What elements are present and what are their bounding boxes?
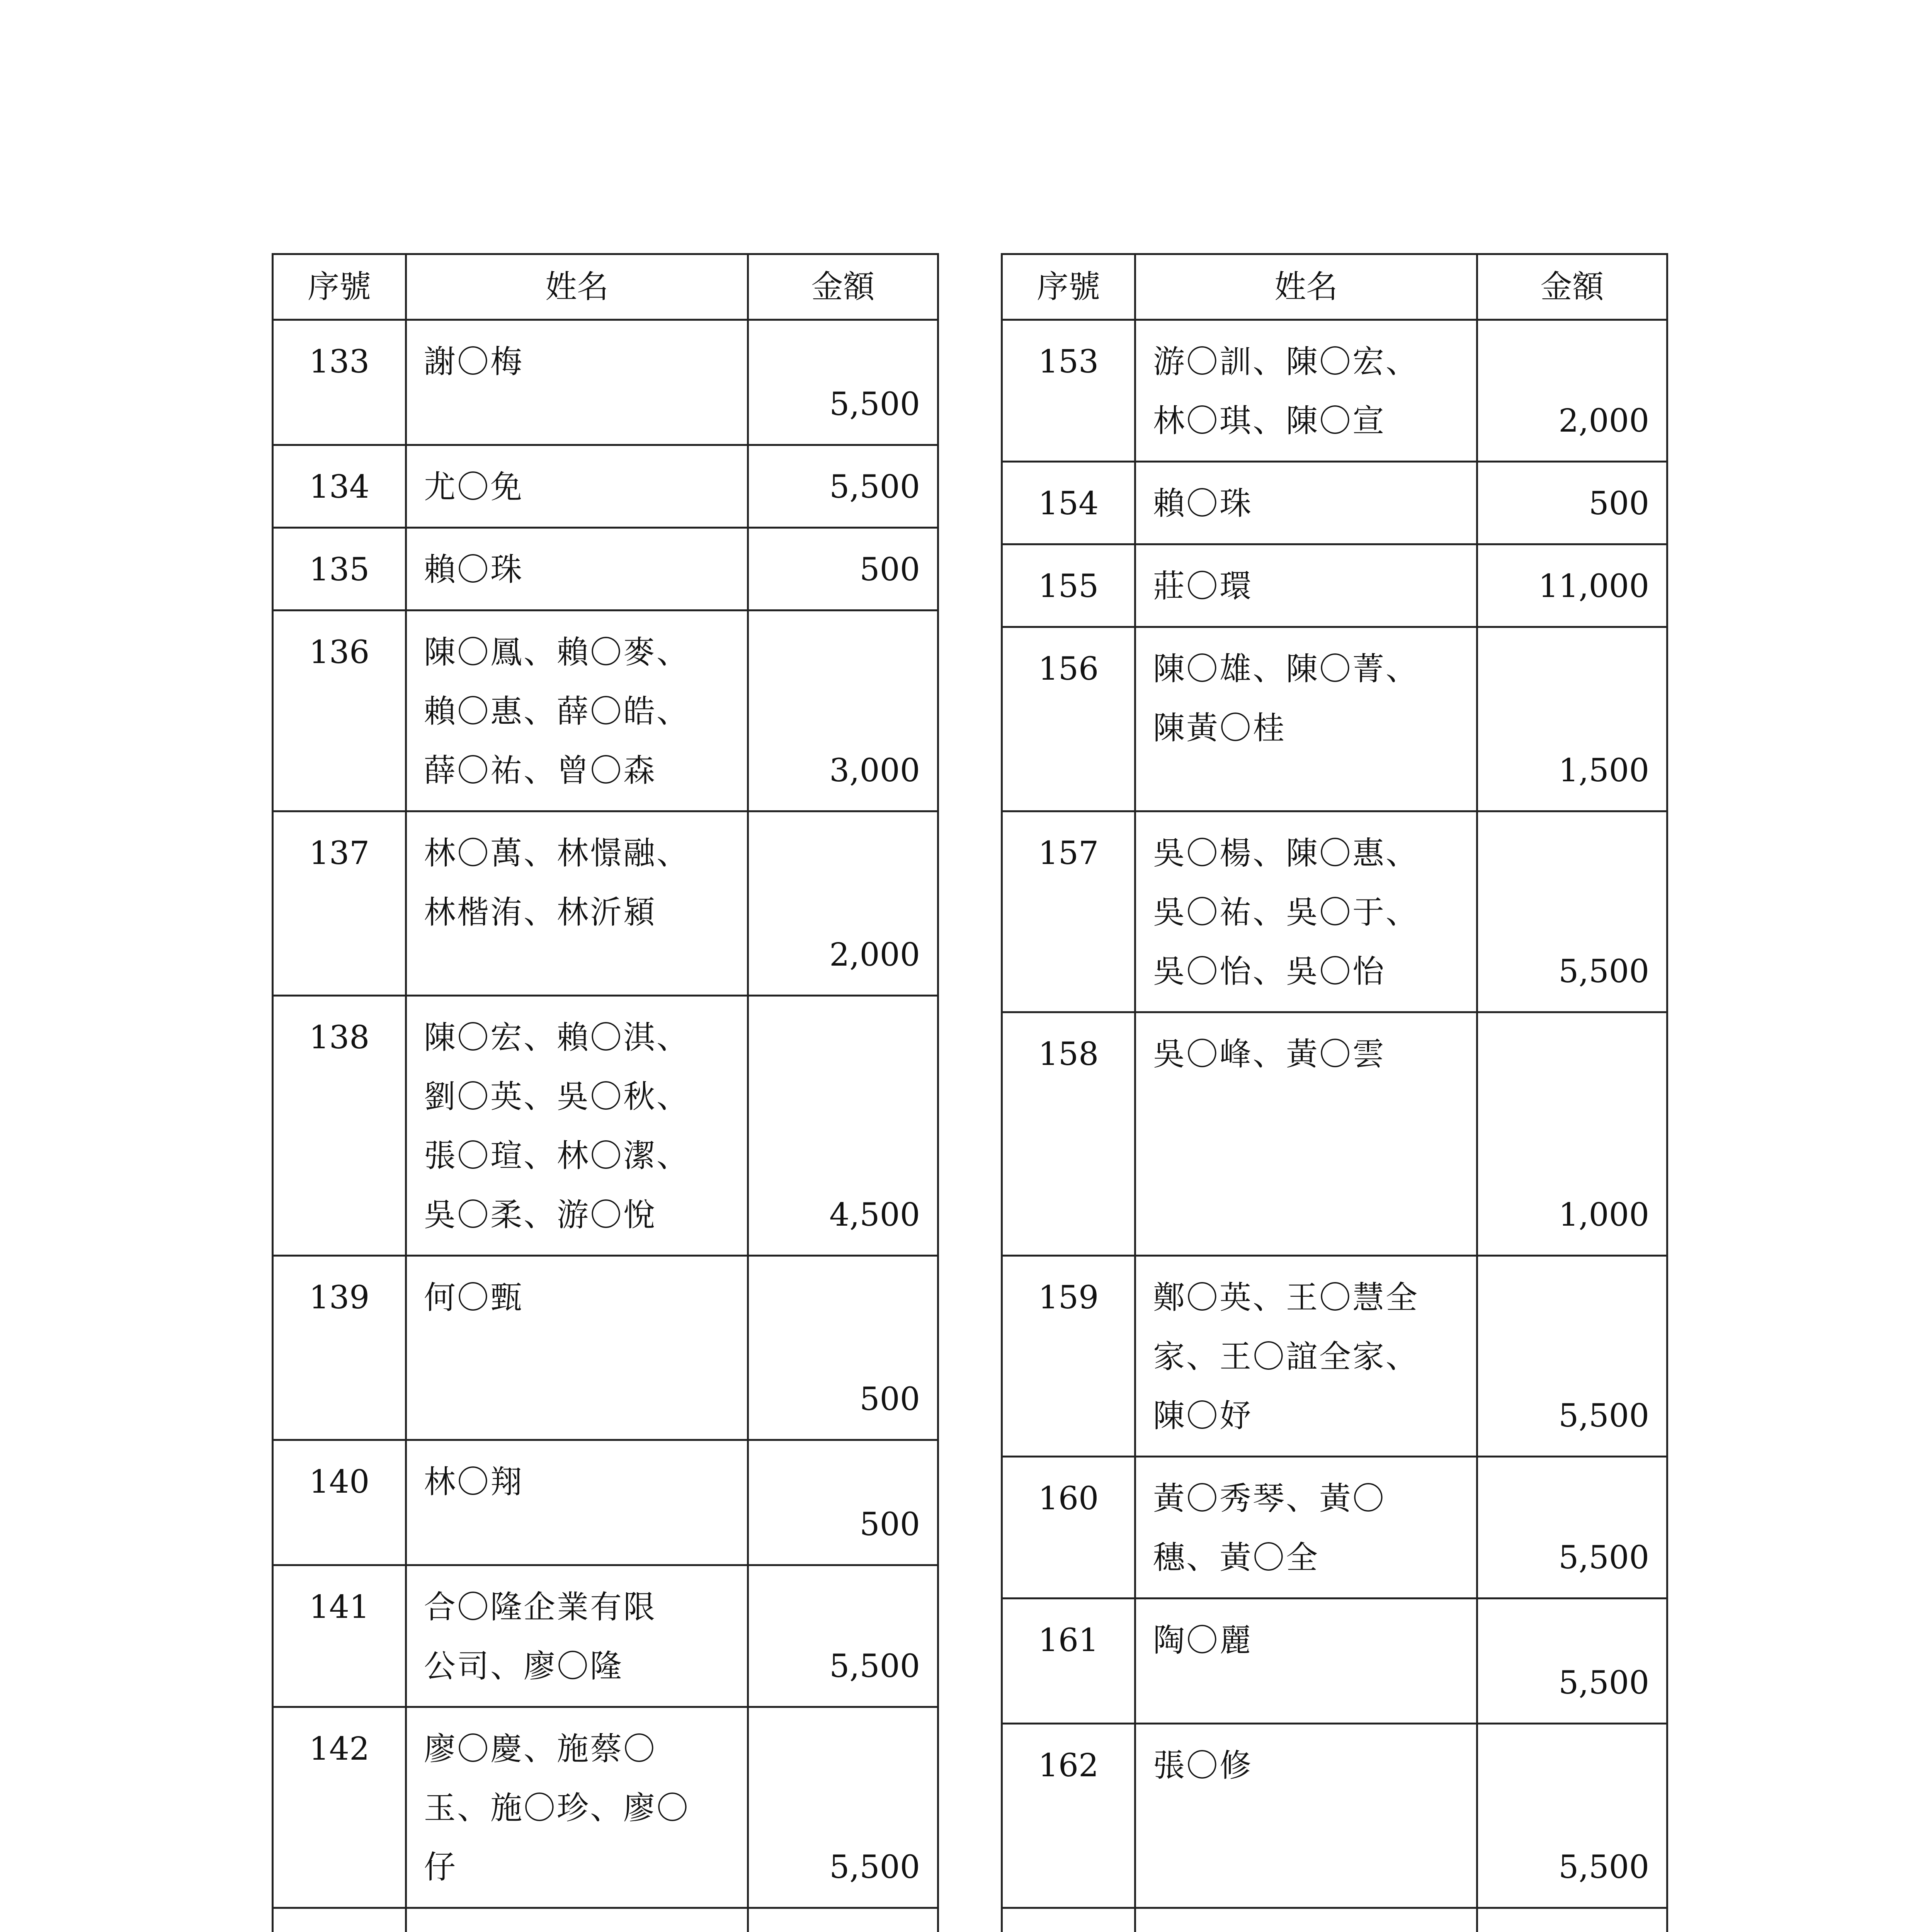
donor-name: 陶〇麗 [1135, 1599, 1477, 1724]
donor-amount: 2,000 [748, 811, 938, 996]
donor-name: 林〇萬、林憬融、 林楷洧、林沂潁 [406, 811, 748, 996]
donor-seq: 139 [273, 1256, 406, 1440]
donor-table-right [1001, 253, 1668, 1932]
donor-name: 陳〇宏、賴〇淇、 劉〇英、吳〇秋、 張〇瑄、林〇潔、 吳〇柔、游〇悅 [406, 996, 748, 1256]
donor-amount: 5,500 [748, 1565, 938, 1707]
donor-seq: 134 [273, 445, 406, 528]
table-row [273, 528, 938, 611]
donor-amount: 500 [748, 1440, 938, 1565]
header-amount: 金額 [1477, 254, 1667, 320]
table-row [1002, 1599, 1667, 1724]
donor-seq: 133 [273, 320, 406, 445]
donor-rows-left [273, 320, 938, 1932]
donor-name: 林〇翔 [406, 1440, 748, 1565]
donor-seq: 141 [273, 1565, 406, 1707]
table-row [273, 611, 938, 811]
table-row [1002, 320, 1667, 462]
donor-name [406, 1908, 748, 1932]
donor-name: 謝〇梅 [406, 320, 748, 445]
donor-amount [1477, 1908, 1667, 1932]
donor-amount: 11,000 [1477, 544, 1667, 627]
donor-seq: 161 [1002, 1599, 1135, 1724]
donor-amount: 5,500 [1477, 1256, 1667, 1457]
donor-amount: 2,000 [1477, 320, 1667, 462]
donor-amount: 500 [748, 1256, 938, 1440]
donor-seq: 154 [1002, 462, 1135, 544]
donor-seq: 157 [1002, 811, 1135, 1012]
donor-seq: 158 [1002, 1012, 1135, 1256]
table-row [1002, 811, 1667, 1012]
donor-seq: 136 [273, 611, 406, 811]
table-row [273, 1256, 938, 1440]
donor-amount: 3,000 [748, 611, 938, 811]
donor-name [1135, 1908, 1477, 1932]
table-row [273, 320, 938, 445]
donor-seq: 153 [1002, 320, 1135, 462]
donor-name: 游〇訓、陳〇宏、 林〇琪、陳〇宣 [1135, 320, 1477, 462]
header-seq: 序號 [1002, 254, 1135, 320]
donor-name: 何〇甄 [406, 1256, 748, 1440]
donor-amount: 500 [748, 528, 938, 611]
donor-name: 尤〇免 [406, 445, 748, 528]
donor-amount: 500 [1477, 462, 1667, 544]
donor-seq: 162 [1002, 1724, 1135, 1908]
donor-seq: 135 [273, 528, 406, 611]
donor-name: 合〇隆企業有限 公司、廖〇隆 [406, 1565, 748, 1707]
donor-amount: 1,500 [1477, 627, 1667, 811]
header-amount: 金額 [748, 254, 938, 320]
donor-amount: 5,500 [1477, 1724, 1667, 1908]
donor-amount [748, 1908, 938, 1932]
donor-name: 吳〇楊、陳〇惠、 吳〇祐、吳〇于、 吳〇怡、吳〇怡 [1135, 811, 1477, 1012]
donor-rows-right [1002, 320, 1667, 1932]
table-row [273, 1440, 938, 1565]
donor-seq [273, 1908, 406, 1932]
donor-amount: 1,000 [1477, 1012, 1667, 1256]
table-row [1002, 544, 1667, 627]
donor-name: 鄭〇英、王〇慧全 家、王〇誼全家、 陳〇妤 [1135, 1256, 1477, 1457]
donor-amount: 5,500 [1477, 1457, 1667, 1599]
header-seq: 序號 [273, 254, 406, 320]
table-row [273, 1707, 938, 1908]
donor-amount: 5,500 [748, 445, 938, 528]
donor-table-left [272, 253, 939, 1932]
table-row [1002, 1908, 1667, 1932]
donor-seq: 155 [1002, 544, 1135, 627]
header-name: 姓名 [1135, 254, 1477, 320]
donor-name: 賴〇珠 [406, 528, 748, 611]
header-row [1002, 254, 1667, 320]
donor-amount: 5,500 [1477, 811, 1667, 1012]
table-row [1002, 1457, 1667, 1599]
table-row [273, 1565, 938, 1707]
table-row [1002, 1724, 1667, 1908]
table-row [1002, 627, 1667, 811]
donor-name: 陳〇雄、陳〇菁、 陳黃〇桂 [1135, 627, 1477, 811]
donor-name: 賴〇珠 [1135, 462, 1477, 544]
table-row [273, 445, 938, 528]
table-row [1002, 462, 1667, 544]
table-row [273, 996, 938, 1256]
donor-name: 廖〇慶、施蔡〇 玉、施〇珍、廖〇 仔 [406, 1707, 748, 1908]
donor-seq: 156 [1002, 627, 1135, 811]
donor-name: 莊〇環 [1135, 544, 1477, 627]
donor-name: 陳〇鳳、賴〇麥、 賴〇惠、薛〇皓、 薛〇祐、曾〇森 [406, 611, 748, 811]
donor-amount: 5,500 [748, 320, 938, 445]
donor-name: 吳〇峰、黃〇雲 [1135, 1012, 1477, 1256]
donor-seq: 140 [273, 1440, 406, 1565]
donor-seq: 159 [1002, 1256, 1135, 1457]
header-row [273, 254, 938, 320]
donor-name: 黃〇秀琴、黃〇 穗、黃〇全 [1135, 1457, 1477, 1599]
table-row [273, 1908, 938, 1932]
donor-seq [1002, 1908, 1135, 1932]
donor-seq: 160 [1002, 1457, 1135, 1599]
header-name: 姓名 [406, 254, 748, 320]
donor-amount: 5,500 [748, 1707, 938, 1908]
table-row [1002, 1256, 1667, 1457]
donor-seq: 138 [273, 996, 406, 1256]
table-row [273, 811, 938, 996]
donor-seq: 137 [273, 811, 406, 996]
donor-amount: 4,500 [748, 996, 938, 1256]
donor-amount: 5,500 [1477, 1599, 1667, 1724]
donor-name: 張〇修 [1135, 1724, 1477, 1908]
donor-seq: 142 [273, 1707, 406, 1908]
table-row [1002, 1012, 1667, 1256]
